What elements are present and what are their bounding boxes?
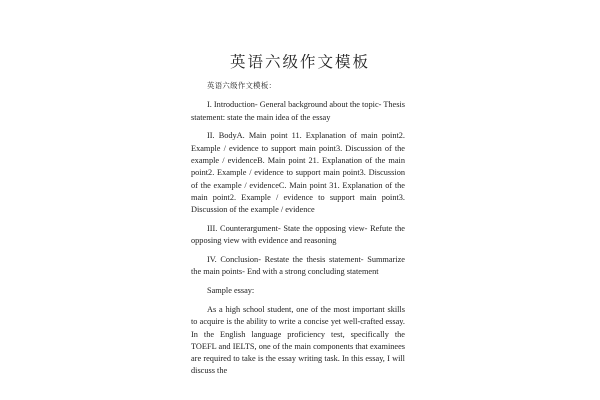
paragraph-body: II. BodyA. Main point 11. Explanation of main point2. Example / evidence to support main point3. Discussion of the example / evidenceB. Main point 21. Explanation of the main point2. Example / evidence to support main point3. Discussion of the example / evidenceC. Main point 31. Explanation of the main point2. Example / evidence to support main point3. Discussion of the example / evidence [191,131,405,215]
document-title: 英语六级作文模板 [229,53,370,71]
paragraph-introduction: I. Introduction- General background about the topic- Thesis statement: state the main idea of the essay [191,100,405,122]
document-subtitle: 英语六级作文模板： [207,81,277,90]
paragraph-conclusion: IV. Conclusion- Restate the thesis statement- Summarize the main points- End with a strong concluding statement [191,255,405,277]
document-body [191,80,405,384]
paragraph-sample-essay: As a high school student, one of the most important skills to acquire is the ability to write a concise yet well-crafted essay. In the English language proficiency test, specifically the TOEFL and IELTS, one of the main components that examinees are required to take is the essay writing task. In this essay, I will discuss the [191,304,405,376]
paragraph-counterargument: III. Counterargument- State the opposing view- Refute the opposing view with evidence and reasoning [191,223,405,246]
paragraph-sample-heading: Sample essay: [207,286,255,296]
